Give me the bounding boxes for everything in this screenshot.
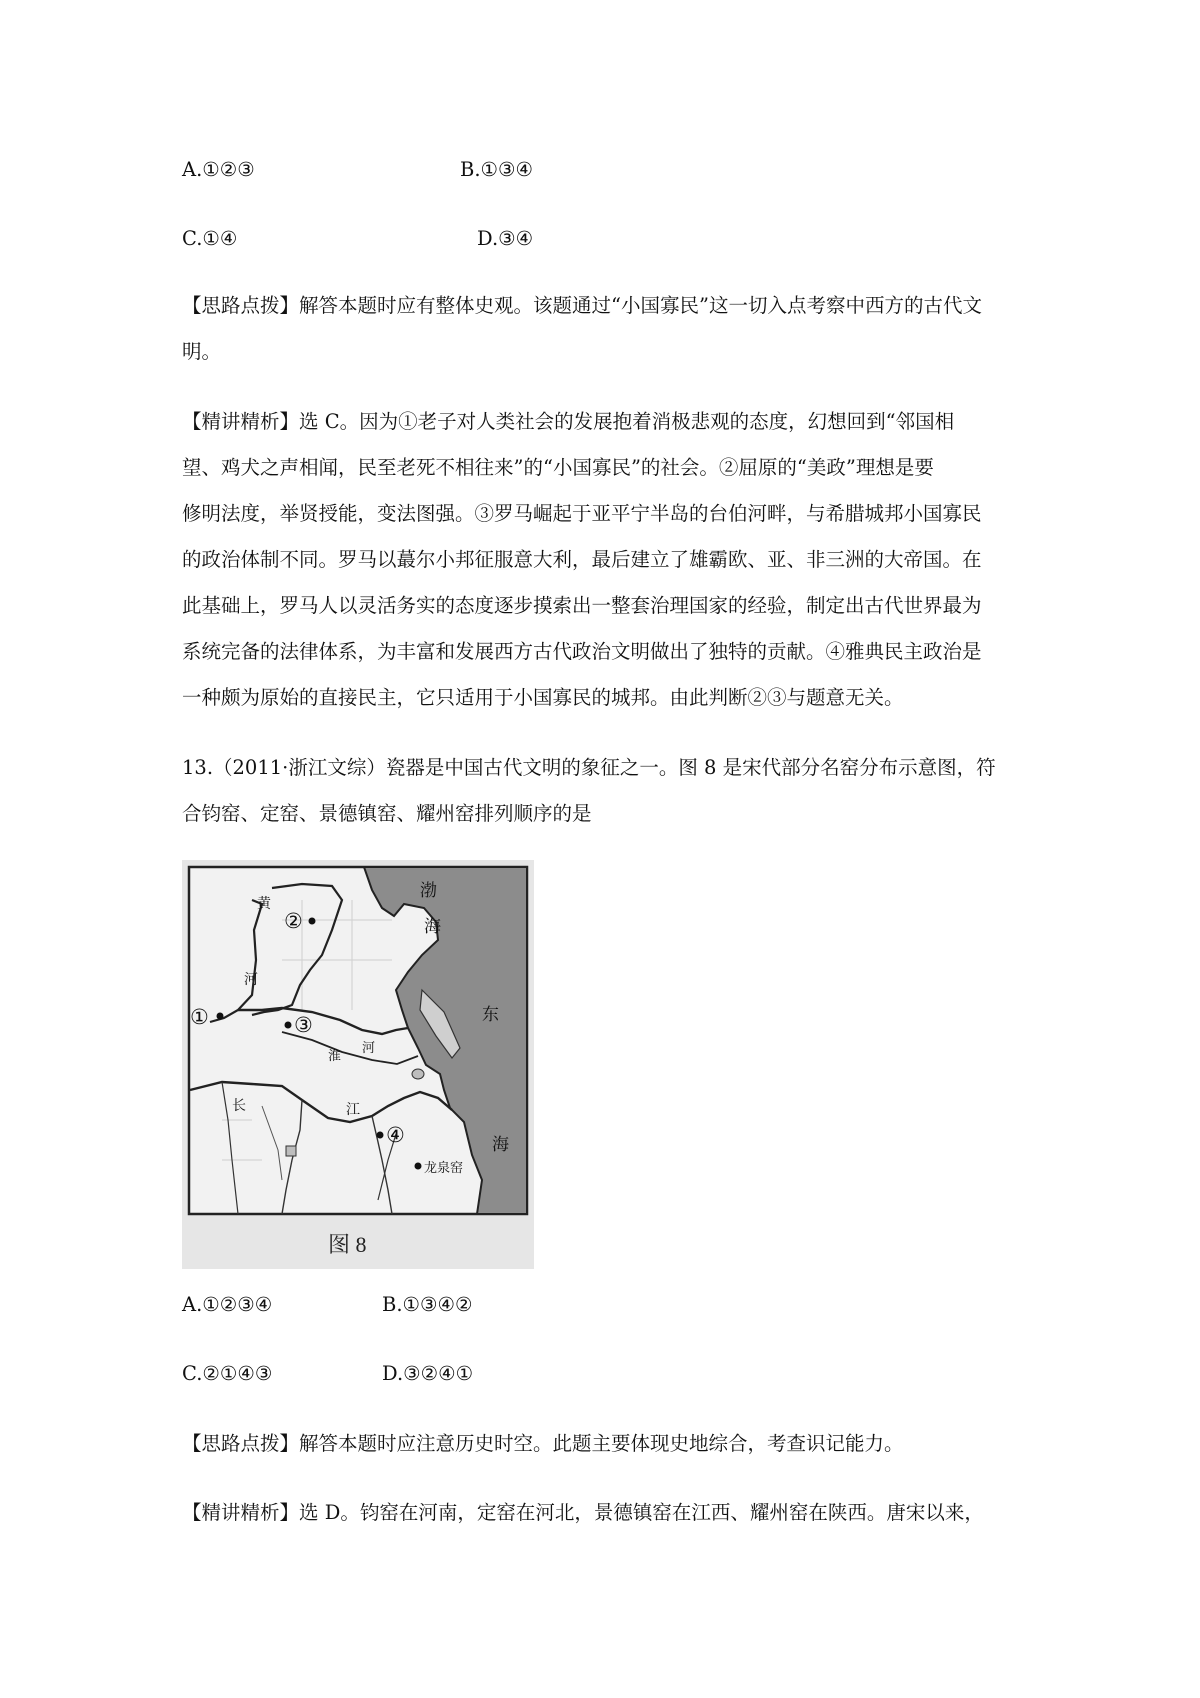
figure-caption: 图 8 [328,1232,367,1257]
marker-label-2: ② [284,909,303,933]
kiln-dot-3 [285,1022,292,1029]
q12-analysis-line: 的政治体制不同。罗马以蕞尔小邦征服意大利，最后建立了雄霸欧、亚、非三洲的大帝国。在 [182,548,982,571]
label-bohai-2: 海 [424,917,441,936]
kiln-dot-1 [217,1013,224,1020]
q12-analysis-line: 修明法度，举贤授能，变法图强。③罗马崛起于亚平宁半岛的台伯河畔，与希腊城邦小国寡民 [182,502,982,525]
q13-hint-line: 【思路点拨】解答本题时应注意历史时空。此题主要体现史地综合，考查识记能力。 [182,1432,904,1455]
kiln-dot-2 [309,918,316,925]
label-longquan-kiln: 龙泉窑 [424,1160,464,1175]
q12-option-d: D.③④ [477,227,534,250]
q13-option-b: B.①③④② [382,1293,473,1316]
q13-stem-line: 合钧窑、定窑、景德镇窑、耀州窑排列顺序的是 [182,802,592,825]
q12-analysis-line: 望、鸡犬之声相闻，民至老死不相往来”的“小国寡民”的社会。②屈原的“美政”理想是要 [182,456,934,479]
label-yangtze-2: 江 [346,1103,360,1118]
q12-analysis-line: 【精讲精析】选 C。因为①老子对人类社会的发展抱着消极悲观的态度，幻想回到“邻国相 [182,410,955,433]
label-bohai-1: 渤 [420,881,437,900]
label-yellow-river-1: 黄 [257,897,271,912]
q12-hint-line: 【思路点拨】解答本题时应有整体史观。该题通过“小国寡民”这一切入点考察中西方的古代文 [182,294,982,317]
q12-option-b: B.①③④ [460,158,533,181]
marker-label-3: ③ [294,1013,313,1037]
q12-analysis-line: 一种颇为原始的直接民主，它只适用于小国寡民的城邦。由此判断②③与题意无关。 [182,686,904,709]
q12-analysis-line: 系统完备的法律体系，为丰富和发展西方古代政治文明做出了独特的贡献。④雅典民主政治是 [182,640,982,663]
label-huai-river-1: 淮 [328,1048,342,1063]
label-yangtze-1: 长 [232,1099,246,1114]
q13-analysis-line: 【精讲精析】选 D。钧窑在河南，定窑在河北，景德镇窑在江西、耀州窑在陕西。唐宋以来， [182,1501,984,1524]
label-east-sea-1: 东 [482,1005,499,1024]
marker-label-4: ④ [386,1123,405,1147]
kiln-map-figure [182,860,534,1269]
kiln-dot-4 [377,1132,384,1139]
q12-analysis-line: 此基础上，罗马人以灵活务实的态度逐步摸索出一整套治理国家的经验，制定出古代世界最为 [182,594,982,617]
kiln-dot-longquan [415,1163,422,1170]
q13-option-a: A.①②③④ [182,1293,273,1316]
label-huai-river-2: 河 [362,1040,376,1055]
q12-option-a: A.①②③ [182,158,255,181]
q12-option-c: C.①④ [182,227,238,250]
label-yellow-river-2: 河 [244,973,258,988]
q13-option-d: D.③②④① [382,1362,474,1385]
lake-1 [286,1146,296,1156]
lake-2 [412,1069,424,1079]
label-east-sea-2: 海 [492,1135,509,1154]
marker-label-1: ① [190,1005,209,1029]
q13-stem-line: 13.（2011·浙江文综）瓷器是中国古代文明的象征之一。图 8 是宋代部分名窑分布示意图，符 [182,756,996,779]
q13-option-c: C.②①④③ [182,1362,273,1385]
q12-hint-line: 明。 [182,340,222,363]
